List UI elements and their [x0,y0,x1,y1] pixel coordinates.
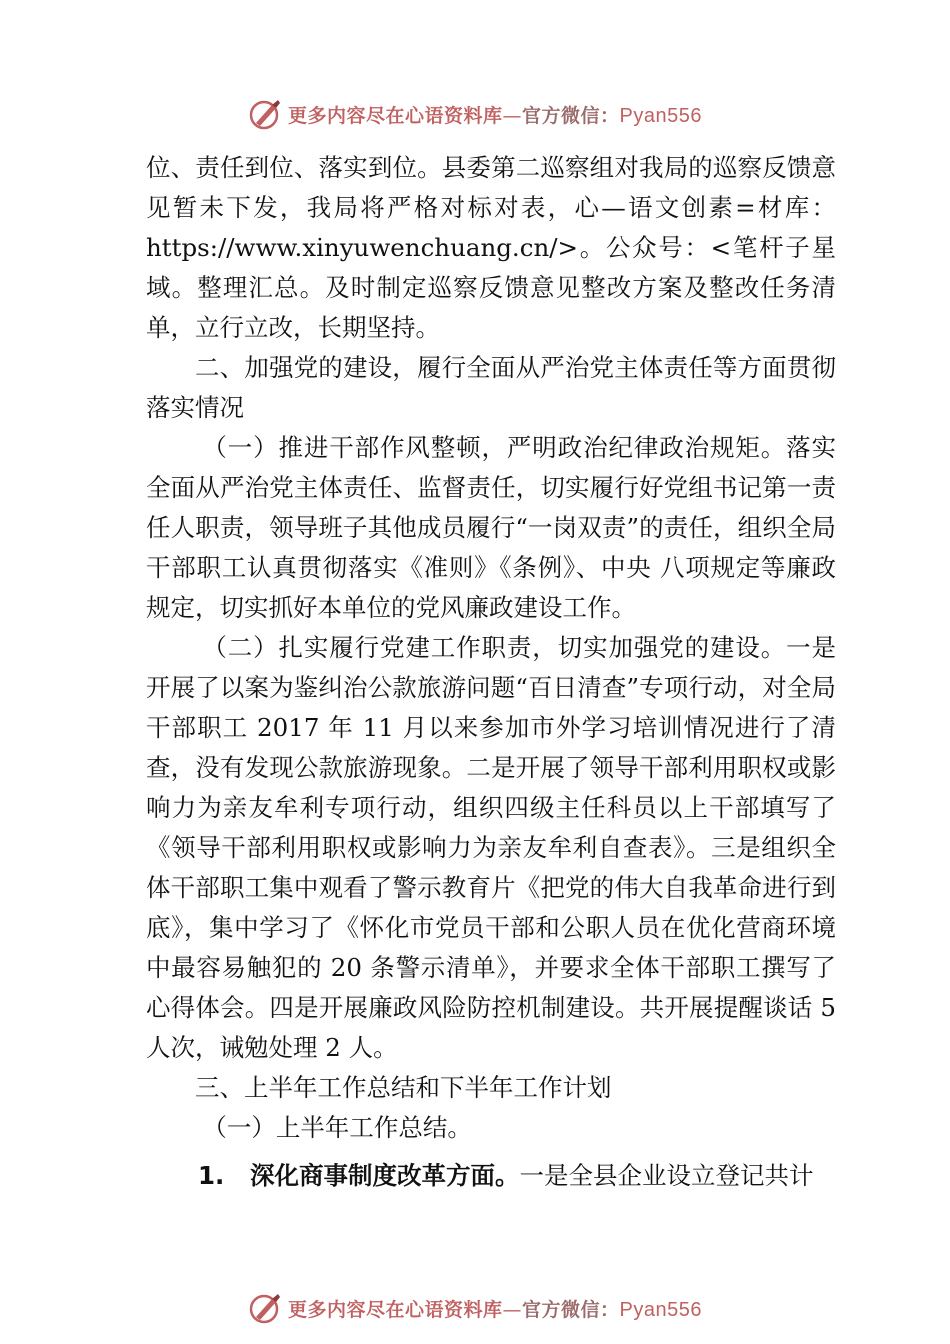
pen-circle-logo-icon [248,97,282,131]
item-text: 一是全县企业设立登记共计 [519,1161,814,1190]
section-heading: 三、上半年工作总结和下半年工作计划 [195,1073,612,1102]
header-watermark [0,94,950,134]
watermark-text: 更多内容尽在心语资料库—官方微信：Pyan556 [288,104,702,127]
paragraph: 位、责任到位、落实到位。县委第二巡察组对我局的巡察反馈意见暂未下发，我局将严格对标对表，心—语文创素=材库：https://www.xinyuwenchuang.cn/>。公众号：<笔杆子星域。整理汇总。及时制定巡察反馈意见整改方案及整改任务清单，立行立改，长期坚持。 [146,153,836,342]
item-title: 深化商事制度改革方面。 [250,1161,520,1190]
watermark-text: 更多内容尽在心语资料库—官方微信：Pyan556 [288,1298,702,1321]
item-number: 1. [198,1161,225,1190]
numbered-item [146,1156,836,1196]
subsection-heading: （一）上半年工作总结。 [202,1113,472,1142]
footer-watermark [0,1288,950,1328]
pen-circle-logo-icon [248,1291,282,1325]
document-body [146,148,836,1196]
paragraph: （一）推进干部作风整顿，严明政治纪律政治规矩。落实全面从严治党主体责任、监督责任，切实履行好党组书记第一责任人职责，领导班子其他成员履行“一岗双责”的责任，组织全局干部职工认真贯彻落实《准则》《条例》、中央 八项规定等廉政规定，切实抓好本单位的党风廉政建设工作。 [146,433,836,622]
paragraph: （二）扎实履行党建工作职责，切实加强党的建设。一是开展了以案为鉴纠治公款旅游问题“百日清查”专项行动，对全局干部职工 2017 年 11 月以来参加市外学习培训情况进行了清查，没有发现公款旅游现象。二是开展了领导干部利用职权或影响力为亲友牟利专项行动，组织四级主任科员以上干部填写了《领导干部利用职权或影响力为亲友牟利自查表》。三是组织全体干部职工集中观看了警示教育片《把党的伟大自我革命进行到底》，集中学习了《怀化市党员干部和公职人员在优化营商环境中最容易触犯的 20 条警示清单》，并要求全体干部职工撰写了心得体会。四是开展廉政风险防控机制建设。共开展提醒谈话 5 人次，诫勉处理 2 人。 [146,633,836,1062]
section-heading: 二、加强党的建设，履行全面从严治党主体责任等方面贯彻落实情况 [146,353,836,422]
